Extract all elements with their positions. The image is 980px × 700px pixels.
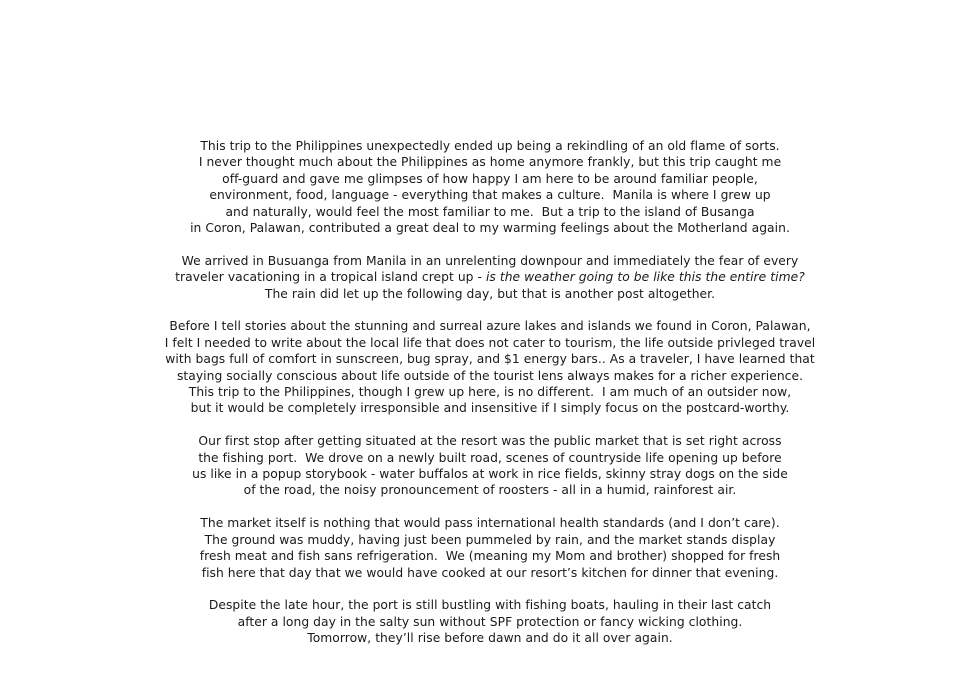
text-line: Our first stop after getting situated at the resort was the public market that is set right across [198,434,782,449]
text-line [0,269,980,285]
text-line: Tomorrow, they’ll rise before dawn and do it all over again. [307,631,673,646]
text-line: fish here that day that we would have cooked at our resort’s kitchen for dinner that evening. [201,565,779,580]
text-line: This trip to the Philippines, though I grew up here, is no different. I am much of an outsider now, [188,385,792,400]
text-line: and naturally, would feel the most familiar to me. But a trip to the island of Busanga [225,204,755,219]
text-line: The rain did let up the following day, but that is another post altogether. [264,286,716,301]
text-line: environment, food, language - everything that makes a culture. Manila is where I grew up [209,188,771,203]
text-italic-question: is the weather going to be like this the entire time? [485,270,805,285]
paragraph-intro [0,138,980,236]
text-line: fresh meat and fish sans refrigeration. We (meaning my Mom and brother) shopped for fresh [199,549,781,564]
article-body [0,138,980,663]
text-line: I felt I needed to write about the local life that does not cater to tourism, the life outside privleged travel [164,335,816,350]
text-line: The ground was muddy, having just been pummeled by rain, and the market stands display [204,532,776,547]
text-line: off-guard and gave me glimpses of how happy I am here to be around familiar people, [222,171,758,186]
text-line: in Coron, Palawan, contributed a great deal to my warming feelings about the Motherland again. [190,221,790,236]
text-line: after a long day in the salty sun without SPF protection or fancy wicking clothing. [237,614,743,629]
text-line: Despite the late hour, the port is still bustling with fishing boats, hauling in their last catch [208,598,772,613]
text-line: I never thought much about the Philippines as home anymore frankly, but this trip caught me [198,155,782,170]
paragraph-port [0,597,980,646]
text-plain: traveler vacationing in a tropical island crept up - [175,270,486,285]
text-line: with bags full of comfort in sunscreen, bug spray, and $1 energy bars.. As a traveler, I have learned that [165,352,815,367]
paragraph-market [0,515,980,581]
text-line: of the road, the noisy pronouncement of roosters - all in a humid, rainforest air. [243,483,737,498]
text-line: We arrived in Busuanga from Manila in an unrelenting downpour and immediately the fear of every [181,253,799,268]
text-line: the fishing port. We drove on a newly built road, scenes of countryside life opening up before [198,450,782,465]
text-line: staying socially conscious about life outside of the tourist lens always makes for a richer experience. [176,368,804,383]
text-line: but it would be completely irresponsible and insensitive if I simply focus on the postcard-worthy. [190,401,790,416]
paragraph-local-life [0,318,980,416]
text-line: Before I tell stories about the stunning and surreal azure lakes and islands we found in Coron, Palawan, [169,319,811,334]
paragraph-arrival [0,253,980,302]
text-line: The market itself is nothing that would pass international health standards (and I don’t care). [200,516,780,531]
text-line: us like in a popup storybook - water buffalos at work in rice fields, skinny stray dogs on the side [192,467,788,482]
text-line: This trip to the Philippines unexpectedly ended up being a rekindling of an old flame of sorts. [200,139,780,153]
paragraph-first-stop [0,433,980,499]
